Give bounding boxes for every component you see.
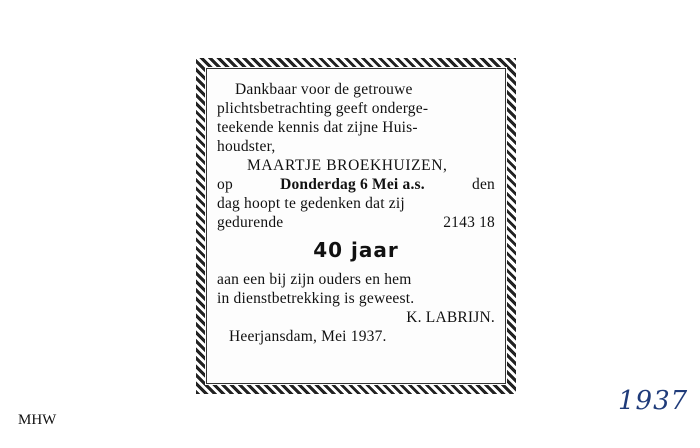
honoree-name: MAARTJE BROEKHUIZEN, [247,157,448,174]
notice-line-date [217,175,495,194]
notice-text [217,80,495,346]
reference-number: 2143 18 [443,214,495,231]
place-date: Heerjansdam, Mei 1937. [229,328,387,345]
date-suffix: den [472,176,495,193]
notice-line-10: aan een bij zijn ouders en hem [217,271,412,288]
date-bold: Donderdag 6 Mei a.s. [280,176,425,193]
notice-line-7: dag hoopt te gedenken dat zij [217,195,405,212]
signature-name: K. LABRIJN. [406,309,495,326]
notice-line-1 [217,80,495,99]
notice-frame [196,58,516,394]
notice-line-2: plichtsbetrachting geeft onderge- [217,100,429,117]
notice-line-1-text: Dankbaar voor de getrouwe [235,81,413,98]
gedurende-word: gedurende [217,214,284,231]
date-prefix: op [217,176,233,193]
notice-line-11: in dienstbetrekking is geweest. [217,290,415,307]
years-highlight: 40 jaar [313,238,399,262]
archive-label: MHW [18,412,57,428]
handwritten-year: 1937 [618,386,689,416]
notice-line-3: teekende kennis dat zijne Huis- [217,119,418,136]
notice-line-8 [217,213,495,232]
notice-line-4: houdster, [217,138,276,155]
